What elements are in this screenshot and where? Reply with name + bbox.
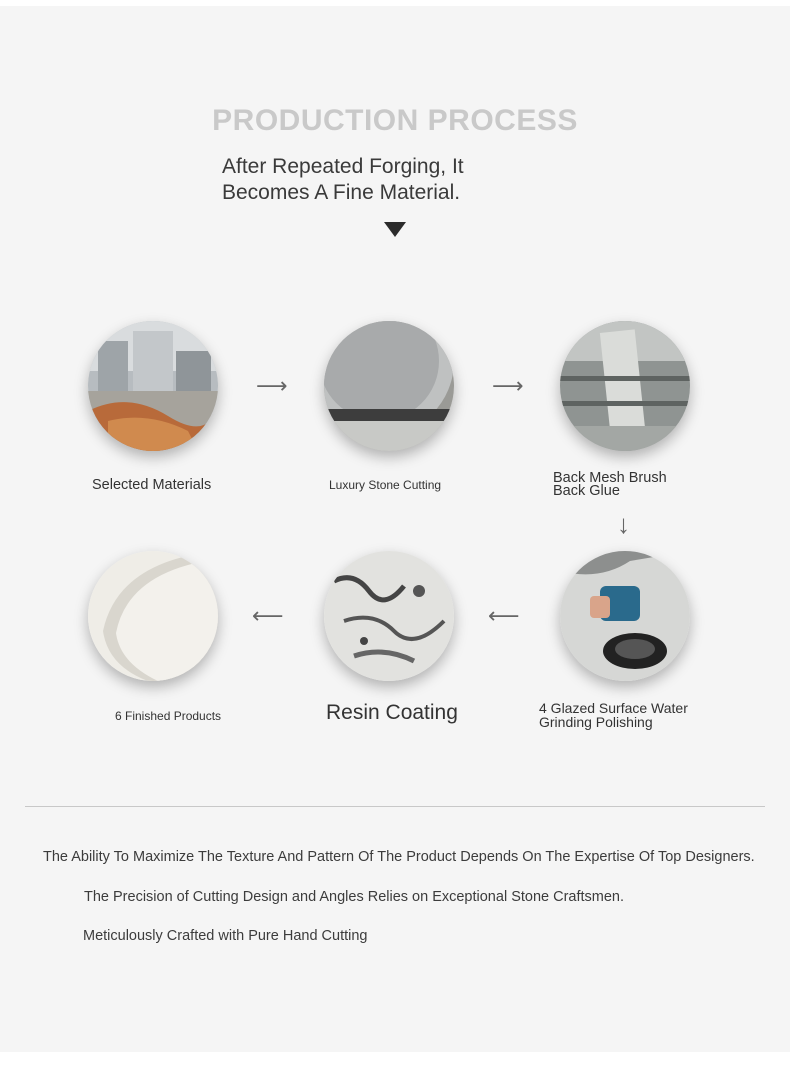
- section-subtitle: [222, 154, 542, 206]
- step-label-grinding: [539, 701, 688, 729]
- step-label-resin-coating: Resin Coating: [326, 701, 458, 724]
- arrow-right-icon: ⟶: [256, 373, 288, 398]
- statement-designers: The Ability To Maximize The Texture And Pattern Of The Product Depends On The Expertise Of Top Designers.: [43, 849, 755, 865]
- section-title: PRODUCTION PROCESS: [212, 104, 578, 137]
- subtitle-line-1: After Repeated Forging, It: [222, 155, 464, 178]
- resin-coating-photo: [324, 551, 454, 681]
- statement-craftsmen: The Precision of Cutting Design and Angles Relies on Exceptional Stone Craftsmen.: [84, 889, 625, 905]
- down-triangle-icon: [384, 222, 406, 237]
- subtitle-line-2: Becomes A Fine Material.: [222, 181, 461, 204]
- step-label-line: 4 Glazed Surface Water: [539, 700, 688, 716]
- step-label-line: Back Glue: [553, 483, 620, 499]
- back-mesh-photo: [560, 321, 690, 451]
- step-label-line: Grinding Polishing: [539, 714, 653, 730]
- step-label-finished-products: 6 Finished Products: [115, 709, 222, 723]
- grinding-polishing-photo: [560, 551, 690, 681]
- arrow-left-icon: ⟵: [488, 603, 520, 628]
- arrow-right-icon: ⟶: [492, 373, 524, 398]
- stone-cutting-photo: [324, 321, 454, 451]
- arrow-down-icon: ↓: [617, 509, 630, 539]
- arrow-left-icon: ⟵: [252, 603, 284, 628]
- step-label-line: Back Mesh Brush: [553, 470, 667, 486]
- finished-product-photo: [88, 551, 218, 681]
- step-label-back-mesh: [553, 472, 667, 498]
- step-label-selected-materials: Selected Materials: [92, 477, 212, 493]
- divider: [25, 806, 765, 807]
- stone-blocks-photo: [88, 321, 218, 451]
- statement-hand-cutting: Meticulously Crafted with Pure Hand Cutting: [83, 928, 368, 944]
- step-label-stone-cutting: Luxury Stone Cutting: [329, 478, 442, 492]
